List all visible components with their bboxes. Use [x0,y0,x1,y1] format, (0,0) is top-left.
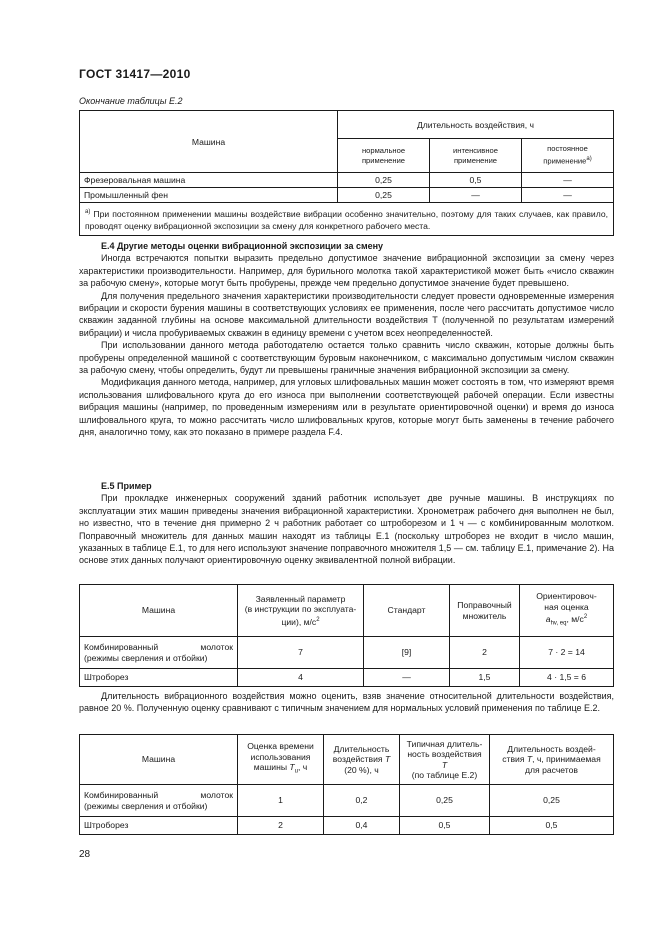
col-header-standard: Стандарт [364,585,450,637]
paragraph: Для получения предельного значения характеристики производительности следует провести одновременные измерения вибрации и скорости бурения машины в соответствующих условиях ее применения, после чего рассчитать допустимое число скважин заданной глубины на основе максимальной длительности воздействия T (полученной по результатам измерений вибрации) и числа пробуриваемых скважин в единицу времени с учетом всех неопределенностей. [79,290,614,338]
table-row [80,785,614,817]
cell-factor: 1,5 [450,669,520,687]
table-caption: Окончание таблицы Е.2 [79,96,183,106]
section-e5-heading: Е.5 Пример [101,481,152,491]
subheader-constant: постоянное применение$^{а)}$ [522,139,614,173]
col-header-machine: Машина [80,111,338,173]
table-row [80,817,614,835]
col-header-accepted: Длительность воздей- ствия T, ч, принимаемая для расчетов [490,735,614,785]
paragraph: При использовании данного метода работодателю остается только сравнить число скважин, которые должны быть пробурены определенной машиной с соответствующим буровым наконечником, с максимально допустимым числом скважин за рабочую смену, чтобы определить, будут ли превышены граничные значения вибрационной экспозиции за смену. [79,340,614,376]
cell-machine: Комбинированный молоток (режимы сверления и отбойки) [80,637,238,669]
table-row [80,669,614,687]
table-row [80,637,614,669]
cell-typical: 0,25 [400,785,490,817]
cell-machine: Промышленный фен [80,188,338,203]
paragraph: Модификация данного метода, например, для угловых шлифовальных машин может состоять в том, что измеряют время использования шлифовального круга до его износа при выполнении соответствующей рабочей операции. Если известны вибрация машины (например, по проведенным измерениям или в результате ориентировочной оценки) и время до износа шлифовального круга, то можно рассчитать число шлифовальных кругов, которые могут быть заменены в течение рабочего дня, аналогично тому, как это показано в примере раздела F.4. [79,377,614,438]
paragraph: При прокладке инженерных сооружений зданий работник использует две ручные машины. В инструкциях по эксплуатации этих машин приведены значения вибрационной характеристики. Хронометраж рабочего дня выполнен не был, но известно, что в течение дня примерно 2 ч работник работает со штроборезом и 1 ч — с комбинированным молотком. Поправочный множитель для данных машин находят из таблицы Е.1 (поскольку штроборез не входит в число машин, указанных в таблице Е.1, то для него используют значение поправочного множителя 1,5 — см. таблицу Е.1, примечание 2). На основе этих данных получают ориентировочную оценку эквивалентной полной вибрации. [79,493,614,566]
section-e5 [79,480,614,567]
section-e4 [79,240,614,439]
cell-constant: — [522,188,614,203]
paragraph: Длительность вибрационного воздействия можно оценить, взяв значение относительной длительности воздействия, равное 20 %. Полученную оценку сравнивают с типичным значением для нормальных условий применения по таблице Е.2. [79,691,614,714]
table-e2 [79,110,614,236]
cell-declared: 7 [238,637,364,669]
cell-typical: 0,5 [400,817,490,835]
col-header-factor: Поправочный множитель [450,585,520,637]
table-footnote: $^{а)}$ При постоянном применении машины воздействие вибрации особенно значительно, поэтому для таких случаев, как правило, проводят оценку вибрационной экспозиции за смену для конкретного рабочего места. [80,203,614,236]
col-header-estimate: Ориентировоч- ная оценка $a_{hv, eq}$, $м/с^2$ [520,585,614,637]
table-row [80,173,614,188]
table-row [80,188,614,203]
col-header-machine: Машина [80,585,238,637]
col-header-machine: Машина [80,735,238,785]
cell-accepted: 0,5 [490,817,614,835]
section-e4-heading: Е.4 Другие методы оценки вибрационной экспозиции за смену [101,241,384,251]
page-number: 28 [79,849,91,860]
cell-standard: [9] [364,637,450,669]
cell-estimate: 7 · 2 = 14 [520,637,614,669]
cell-duration: 0,2 [324,785,400,817]
cell-normal: 0,25 [338,188,430,203]
document-header: ГОСТ 31417—2010 [79,67,191,81]
cell-intensive: 0,5 [430,173,522,188]
cell-estimate: 4 · 1,5 = 6 [520,669,614,687]
cell-time: 1 [238,785,324,817]
col-header-duration: Длительность воздействия, ч [338,111,614,139]
table-vibration-estimate [79,584,614,687]
col-header-typical: Типичная длитель- ность воздействия T (по таблице Е.2) [400,735,490,785]
paragraph: Иногда встречаются попытки выразить предельно допустимое значение вибрационной экспозиции за смену через характеристики производительности. Например, для бурильного молотка такой характеристикой может быть «число скважин за рабочую смену», которые могут быть пробурены, прежде чем предельно допустимое значение будет превышено. [79,253,614,289]
cell-machine: Штроборез [80,817,238,835]
cell-accepted: 0,25 [490,785,614,817]
cell-machine: Комбинированный молоток (режимы сверления и отбойки) [80,785,238,817]
cell-declared: 4 [238,669,364,687]
cell-time: 2 [238,817,324,835]
cell-standard: — [364,669,450,687]
cell-duration: 0,4 [324,817,400,835]
subheader-intensive: интенсивное применение [430,139,522,173]
cell-intensive: — [430,188,522,203]
table-exposure-duration [79,734,614,835]
col-header-duration: Длительность воздействия T (20 %), ч [324,735,400,785]
col-header-declared: Заявленный параметр (в инструкции по эксплуата- ции), $м/с^2$ [238,585,364,637]
cell-machine: Фрезеровальная машина [80,173,338,188]
cell-machine: Штроборез [80,669,238,687]
subheader-normal: нормальное применение [338,139,430,173]
cell-constant: — [522,173,614,188]
section-e5-continued [79,690,614,715]
col-header-time: Оценка времени использования машины $T_u$, ч [238,735,324,785]
cell-normal: 0,25 [338,173,430,188]
cell-factor: 2 [450,637,520,669]
